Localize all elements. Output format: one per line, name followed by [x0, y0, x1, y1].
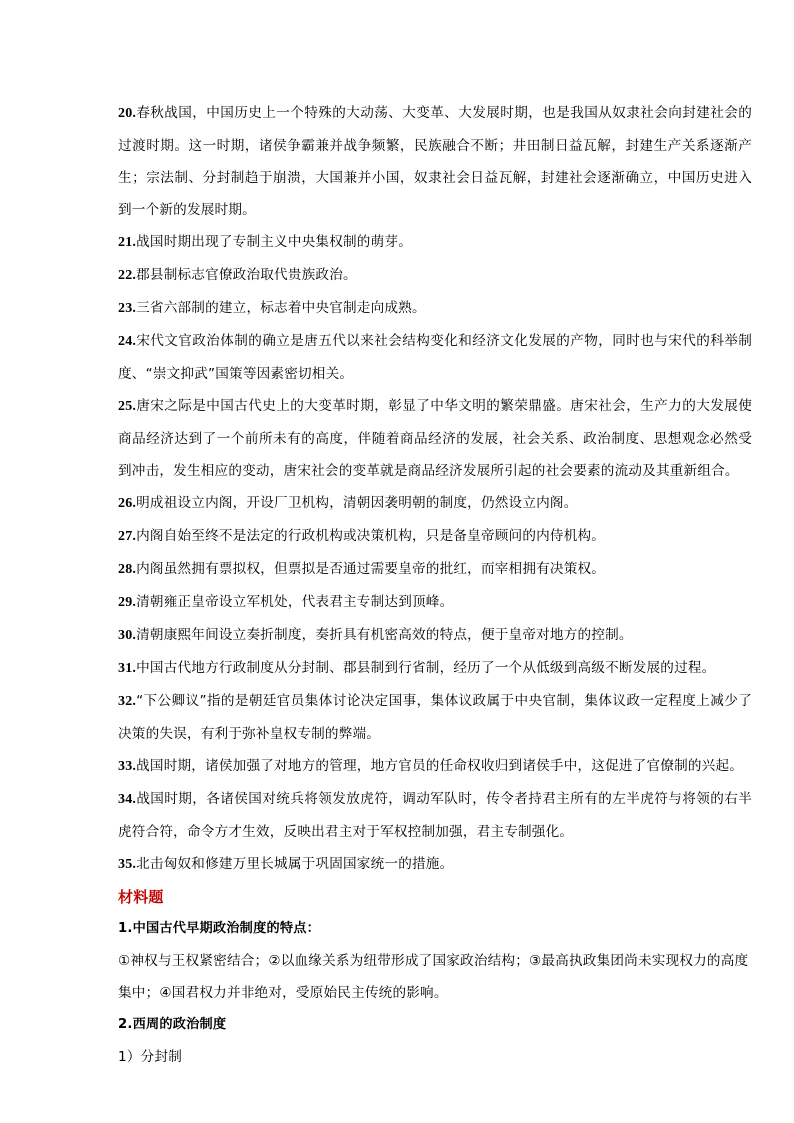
section-title: 材料题: [118, 888, 164, 906]
item-text: 宋代文官政治体制的确立是唐五代以来社会结构变化和经济文化发展的产物，同时也与宋代的科举制度、“崇文抑武”国策等因素密切相关。: [118, 333, 752, 382]
list-item: [118, 553, 752, 586]
subsection-title-2: 2.西周的政治制度: [118, 1017, 227, 1032]
item-number: 34.: [118, 792, 137, 807]
list-item: [118, 586, 752, 619]
item-number: 25.: [118, 399, 137, 414]
item-text: 中国古代地方行政制度从分封制、郡县制到行省制，经历了一个从低级到高级不断发展的过程。: [136, 660, 716, 676]
item-text: 明成祖设立内阁，开设厂卫机构，清朝因袭明朝的制度，仍然设立内阁。: [136, 495, 578, 511]
item-number: 31.: [118, 661, 137, 676]
item-number: 29.: [118, 595, 137, 610]
list-item: [118, 783, 752, 848]
item-number: 23.: [118, 301, 137, 316]
item-number: 26.: [118, 496, 137, 511]
list-item: [118, 292, 752, 325]
subsection-text-1: ①神权与王权紧密结合；②以血缘关系为纽带形成了国家政治结构；③最高执政集团尚未实现权力的高度集中；④国君权力并非绝对，受原始民主传统的影响。: [118, 953, 749, 1001]
list-item: [118, 520, 752, 553]
item-text: 三省六部制的建立，标志着中央官制走向成熟。: [136, 300, 426, 316]
item-text: 唐宋之际是中国古代史上的大变革时期，彰显了中华文明的繁荣鼎盛。唐宋社会，生产力的大发展使商品经济达到了一个前所未有的高度，伴随着商品经济的发展，社会关系、政治制度、思想观念必然受到冲击，发生相应的变动，唐宋社会的变革就是商品经济发展所引起的社会要素的流动及其重新组合。: [118, 398, 752, 479]
item-number: 21.: [118, 235, 137, 250]
item-number: 27.: [118, 529, 137, 544]
item-text: 内阁自始至终不是法定的行政机构或决策机构，只是备皇帝顾问的内侍机构。: [136, 528, 606, 544]
item-number: 30.: [118, 628, 137, 643]
item-text: 战国时期出现了专制主义中央集权制的萌芽。: [136, 234, 412, 250]
item-text: “下公卿议”指的是朝廷官员集体讨论决定国事，集体议政属于中央官制，集体议政一定程度上减少了决策的失误，有利于弥补皇权专制的弊端。: [118, 693, 752, 742]
item-text: 春秋战国，中国历史上一个特殊的大动荡、大变革、大发展时期，也是我国从奴隶社会向封建社会的过渡时期。这一时期，诸侯争霸兼并战争频繁，民族融合不断；井田制日益瓦解，封建生产关系逐渐产生；宗法制、分封制趋于崩溃，大国兼并小国，奴隶社会日益瓦解，封建社会逐渐确立，中国历史进入到一个新的发展时期。: [118, 105, 752, 218]
item-text: 郡县制标志官僚政治取代贵族政治。: [136, 267, 357, 283]
list-item: [118, 685, 752, 750]
numbered-list: [118, 97, 752, 881]
item-text: 内阁虽然拥有票拟权，但票拟是否通过需要皇帝的批红，而宰相拥有决策权。: [136, 561, 606, 577]
list-item: [118, 325, 752, 390]
list-item: [118, 390, 752, 487]
item-number: 28.: [118, 562, 137, 577]
item-text: 清朝康熙年间设立奏折制度，奏折具有机密高效的特点，便于皇帝对地方的控制。: [136, 627, 633, 643]
document-page: [118, 97, 752, 1073]
list-item: [118, 97, 752, 226]
list-item: [118, 619, 752, 652]
list-item: [118, 750, 752, 783]
list-item: [118, 652, 752, 685]
item-number: 35.: [118, 857, 137, 872]
item-text: 清朝雍正皇帝设立军机处，代表君主专制达到顶峰。: [136, 594, 454, 610]
list-item: [118, 226, 752, 259]
list-item: [118, 487, 752, 520]
item-text: 战国时期，各诸侯国对统兵将领发放虎符，调动军队时，传令者持君主所有的左半虎符与将领的右半虎符合符，命令方才生效，反映出君主对于军权控制加强，君主专制强化。: [118, 791, 752, 840]
item-number: 20.: [118, 106, 137, 121]
subsection-title-1: 1.中国古代早期政治制度的特点：: [118, 921, 321, 936]
subsection-item: 1）分封制: [118, 1049, 183, 1065]
item-number: 32.: [118, 694, 137, 709]
item-number: 33.: [118, 759, 137, 774]
list-item: [118, 848, 752, 881]
item-text: 战国时期，诸侯加强了对地方的管理，地方官员的任命权收归到诸侯手中，这促进了官僚制的兴起。: [136, 758, 744, 774]
item-number: 22.: [118, 268, 137, 283]
item-text: 北击匈奴和修建万里长城属于巩固国家统一的措施。: [136, 856, 454, 872]
list-item: [118, 259, 752, 292]
item-number: 24.: [118, 334, 137, 349]
